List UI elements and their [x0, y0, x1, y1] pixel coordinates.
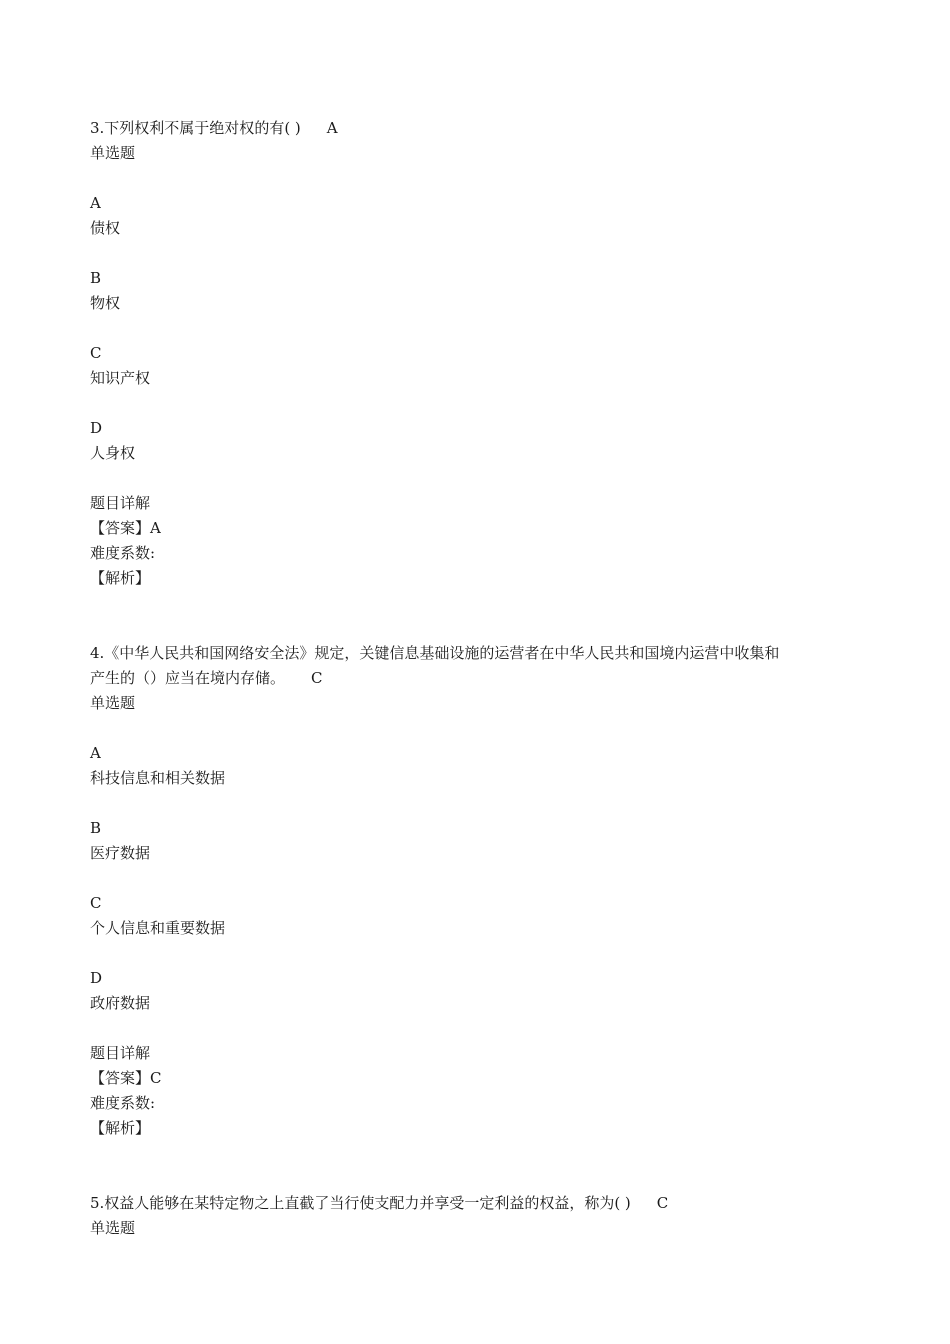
- question-stem-continued: [90, 666, 870, 691]
- option-letter: A: [90, 744, 101, 762]
- answer-line: 【答案】A: [90, 519, 161, 537]
- answer-line: 【答案】C: [90, 1069, 162, 1087]
- option-text: 科技信息和相关数据: [90, 769, 226, 787]
- option-text: 个人信息和重要数据: [90, 919, 226, 937]
- question-stem: [90, 1191, 870, 1216]
- option-letter: C: [90, 894, 102, 912]
- option-letter: B: [90, 269, 102, 287]
- option-text: 知识产权: [90, 369, 151, 387]
- question-type: 单选题: [90, 1219, 136, 1237]
- question-type: 单选题: [90, 144, 136, 162]
- option-text: 人身权: [90, 444, 136, 462]
- option-letter: D: [90, 969, 103, 987]
- question-stem-text: 3.下列权利不属于绝对权的有( ): [90, 119, 301, 137]
- option-text: 政府数据: [90, 994, 151, 1012]
- option-letter: D: [90, 419, 103, 437]
- question-stem-text: 产生的（）应当在境内存储。: [90, 669, 286, 687]
- option-letter: A: [90, 194, 101, 212]
- analysis-line: 【解析】: [90, 1119, 151, 1137]
- answer-mark: C: [311, 669, 323, 687]
- option-letter: B: [90, 819, 102, 837]
- question-type: 单选题: [90, 694, 136, 712]
- detail-title: 题目详解: [90, 1044, 151, 1062]
- option-text: 医疗数据: [90, 844, 151, 862]
- option-text: 物权: [90, 294, 121, 312]
- answer-mark: C: [656, 1194, 669, 1212]
- question-stem-text: 5.权益人能够在某特定物之上直截了当行使支配力并享受一定利益的权益，称为( ): [90, 1194, 631, 1212]
- detail-title: 题目详解: [90, 494, 151, 512]
- answer-mark: A: [326, 119, 338, 137]
- document-page: [90, 116, 870, 1241]
- question-5: [90, 1191, 870, 1241]
- option-letter: C: [90, 344, 102, 362]
- option-text: 债权: [90, 219, 121, 237]
- question-4: [90, 641, 870, 1141]
- analysis-line: 【解析】: [90, 569, 151, 587]
- difficulty-line: 难度系数:: [90, 544, 156, 562]
- question-stem: [90, 116, 870, 141]
- question-3: [90, 116, 870, 591]
- question-stem: 4.《中华人民共和国网络安全法》规定，关键信息基础设施的运营者在中华人民共和国境内运营中收集和: [90, 644, 780, 662]
- difficulty-line: 难度系数:: [90, 1094, 156, 1112]
